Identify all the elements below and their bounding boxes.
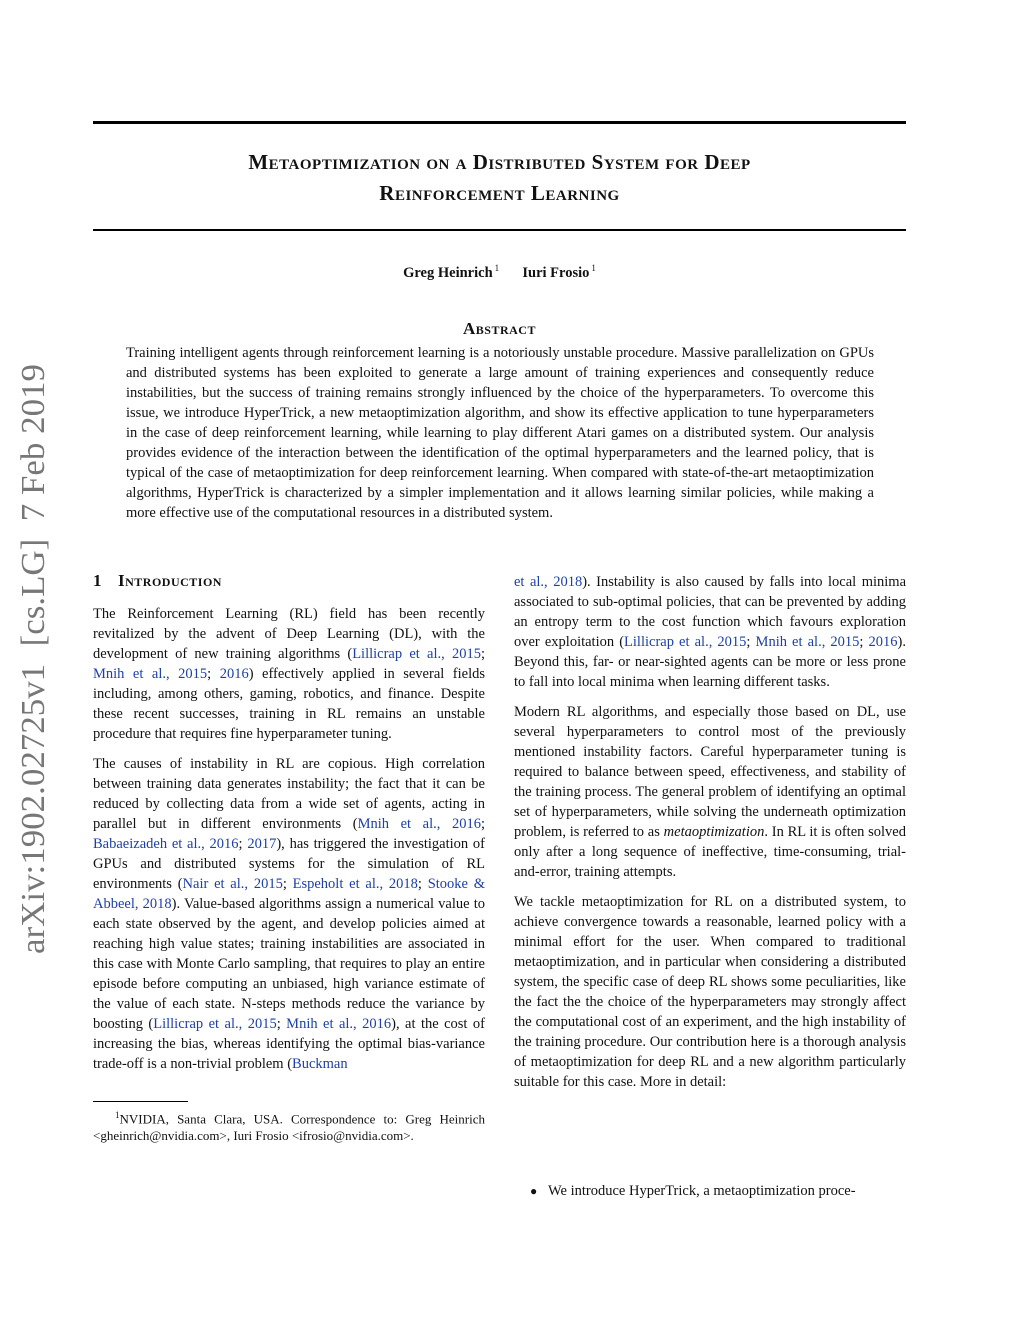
- citation-link[interactable]: Buckman: [292, 1056, 348, 1072]
- section-title: Introduction: [118, 571, 222, 590]
- citation-link[interactable]: 2016: [868, 634, 898, 650]
- citation-link[interactable]: 2015: [830, 634, 860, 650]
- bullet-icon: ●: [530, 1184, 538, 1198]
- citation-link[interactable]: 2015: [178, 666, 208, 682]
- citation-link[interactable]: et al.,: [514, 574, 548, 590]
- citation-link[interactable]: 2018: [553, 574, 583, 590]
- list-item-text: We introduce HyperTrick, a metaoptimization proce-: [548, 1183, 856, 1199]
- list-item: [514, 1181, 906, 1201]
- paper-title-line-2: Reinforcement Learning: [379, 181, 620, 205]
- citation-link[interactable]: Lillicrap et al.,: [153, 1016, 243, 1032]
- citation-link[interactable]: 2016: [451, 816, 481, 832]
- title-bottom-rule: [93, 229, 906, 231]
- footnote-rule: [93, 1101, 188, 1102]
- citation-link[interactable]: Lillicrap et al.,: [624, 634, 713, 650]
- citation-link[interactable]: Nair et al.,: [182, 876, 249, 892]
- citation-link[interactable]: 2016: [209, 836, 239, 852]
- affiliation-mark: 1: [494, 263, 500, 273]
- citation-link[interactable]: Mnih et al.,: [286, 1016, 357, 1032]
- citation-link[interactable]: 2017: [247, 836, 277, 852]
- author-name: Iuri Frosio: [522, 264, 590, 281]
- citation-link[interactable]: Mnih et al.,: [93, 666, 170, 682]
- citation-link[interactable]: 2016: [362, 1016, 392, 1032]
- paragraph: et al., 2018). Instability is also caused by falls into local minima associated to sub-optimal policies, that can be prevented by adding an entropy term to the cost function which favours exploration over exploitation (Lillicrap et al., 2015; Mnih et al., 2015; 2016). Beyond this, far- or near-sighted agents can be more or less prone to fall into local minima when learning different tasks.: [514, 574, 907, 690]
- paragraph: Modern RL algorithms, and especially those based on DL, use several hyperparameters to control most of the previously mentioned instability factors. Careful hyperparameter tuning is required to balance between speed, effectiveness, and stability of the training process. The general problem of identifying an optimal set of hyperparameters, while solving the underneath optimization problem, is referred to as metaoptimization. In RL it is often solved only after a long sequence of ineffective, time-consuming, trial-and-error, training attempts.: [514, 704, 906, 880]
- citation-link[interactable]: 2016: [219, 666, 249, 682]
- title-top-rule: [93, 121, 906, 124]
- citation-link[interactable]: 2018: [388, 876, 418, 892]
- citation-link[interactable]: Espeholt et al.,: [292, 876, 384, 892]
- right-column: [514, 572, 906, 1092]
- citation-link[interactable]: Mnih et al.,: [357, 816, 441, 832]
- citation-link[interactable]: 2015: [717, 634, 747, 650]
- citation-link[interactable]: 2015: [451, 646, 481, 662]
- footnote-mark: 1: [115, 1110, 120, 1120]
- citation-link[interactable]: Mnih et al.,: [755, 634, 826, 650]
- footnote-text: NVIDIA, Santa Clara, USA. Correspondence to: Greg Heinrich <gheinrich@nvidia.com>, Iuri Frosio <ifrosio@nvidia.com>.: [93, 1111, 485, 1144]
- paragraph: The causes of instability in RL are copious. High correlation between training data generates instability; the fact that it can be reduced by collecting data from a wide set of agents, acting in parallel but in different environments (Mnih et al., 2016; Babaeizadeh et al., 2016; 2017), has triggered the investigation of GPUs and distributed systems for the simulation of RL environments (Nair et al., 2015; Espeholt et al., 2018; Stooke & Abbeel, 2018). Value-based algorithms assign a numerical value to each state observed by the agent, and develop policies aimed at reaching high value states; training instabilities are associated in this case with Monte Carlo sampling, that requires to play an entire episode before computing an unbiased, high variance estimate of the value of each state. N-steps methods reduce the variance by boosting (Lillicrap et al., 2015; Mnih et al., 2016), at the cost of increasing the bias, whereas identifying the optimal bias-variance trade-off is a non-trivial problem (Buckman: [93, 756, 486, 1072]
- citation-link[interactable]: Lillicrap et al.,: [352, 646, 445, 662]
- paragraph: We tackle metaoptimization for RL on a distributed system, to achieve convergence towards a reasonable, learned policy with a minimal effort for the user. When compared to traditional metaoptimization, and in particular when considering a distributed system, the specific case of deep RL shows some peculiarities, like the fact the the choice of the hyperparameters may strongly affect the computational cost of an experiment, and the high instability of the training procedure. Our contribution here is a thorough analysis of metaoptimization for deep RL and a new algorithm particularly suitable for this case. More in detail:: [514, 894, 906, 1090]
- author-list: [93, 263, 906, 282]
- citation-link[interactable]: Stooke & Abbeel,: [93, 876, 486, 912]
- abstract-text: Training intelligent agents through reinforcement learning is a notoriously unstable procedure. Massive parallelization on GPUs and distributed systems has been exploited to generate a large amount of training experiences and consequently reduce instabilities, but the success of training remains strongly influenced by the choice of the hyperparameters. To overcome this issue, we introduce HyperTrick, a new metaoptimization algorithm, and show its effective application to tune hyperparameters in the case of deep reinforcement learning, while learning to play different Atari games on a distributed system. Our analysis provides evidence of the interaction between the identification of the optimal hyperparameters and the learned policy, that is typical of the case of metaoptimization for deep reinforcement learning. When compared with state-of-the-art metaoptimization algorithms, HyperTrick is characterized by a simpler implementation and it allows learning similar policies, while making a more effective use of the computational resources in a distributed system.: [126, 345, 874, 521]
- citation-link[interactable]: 2018: [142, 896, 172, 912]
- footnote: [93, 1107, 485, 1144]
- paper-title-line-1: Metaoptimization on a Distributed System for Deep: [248, 150, 751, 174]
- citation-link[interactable]: 2015: [253, 876, 283, 892]
- section-heading: [93, 571, 222, 591]
- paragraph: The Reinforcement Learning (RL) field has been recently revitalized by the advent of Deep Learning (DL), with the development of new training algorithms (Lillicrap et al., 2015; Mnih et al., 2015; 2016) effectively applied in several fields including, among others, gaming, robotics, and finance. Despite these recent successes, training in RL remains an unstable procedure that requires fine hyperparameter tuning.: [93, 606, 486, 742]
- arxiv-side-stamp: [6, 362, 58, 954]
- arxiv-identifier: arXiv:1902.02725v1 [cs.LG] 7 Feb 2019: [15, 379, 52, 954]
- affiliation-mark: 1: [591, 263, 596, 273]
- emphasis: metaoptimization: [663, 824, 765, 840]
- citation-link[interactable]: 2015: [247, 1016, 277, 1032]
- left-column: [93, 604, 485, 1074]
- citation-link[interactable]: Babaeizadeh et al.,: [93, 836, 205, 852]
- section-number: 1: [93, 571, 102, 590]
- abstract-heading: Abstract: [463, 319, 536, 338]
- author-name: Greg Heinrich: [403, 264, 493, 281]
